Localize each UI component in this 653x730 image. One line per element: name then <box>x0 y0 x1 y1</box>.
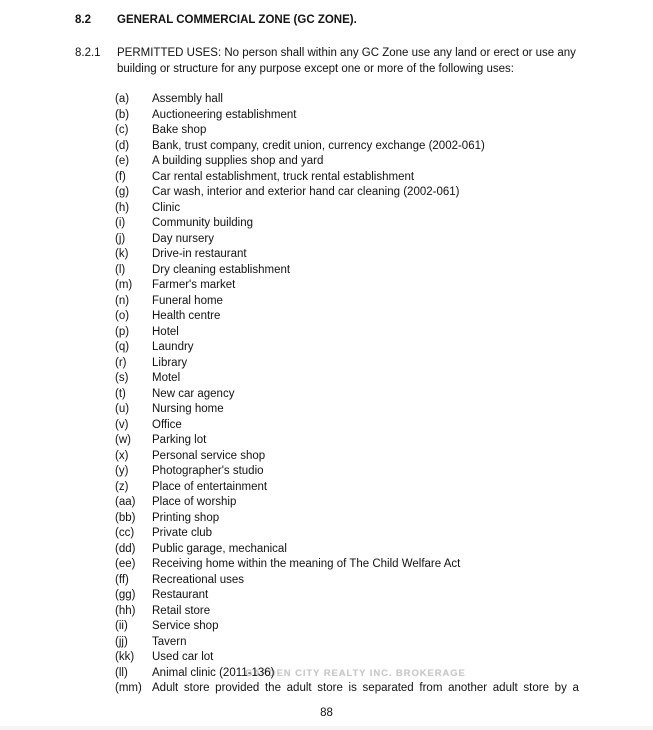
list-item <box>115 387 653 403</box>
page-bottom-edge <box>0 726 653 730</box>
list-item <box>115 356 653 372</box>
list-item-label: (aa) <box>115 496 136 508</box>
list-item <box>115 216 653 232</box>
list-item-text: Office <box>152 418 182 431</box>
list-item <box>115 418 653 434</box>
list-item <box>115 123 653 139</box>
list-item-text: Nursing home <box>152 403 224 415</box>
list-item <box>115 526 653 542</box>
list-item-label: (bb) <box>115 511 136 524</box>
list-item <box>115 294 653 310</box>
list-item-text: Service shop <box>152 620 219 632</box>
list-item-label: (cc) <box>115 527 135 539</box>
list-item-label: (ii) <box>115 620 128 632</box>
list-item <box>115 278 653 294</box>
list-item <box>115 232 653 248</box>
list-item <box>115 325 653 341</box>
list-item-text: Library <box>152 356 188 369</box>
list-item-text: Motel <box>152 372 181 384</box>
section-number: 8.2 <box>75 14 91 26</box>
list-item-text: Funeral home <box>152 294 223 307</box>
list-item-label: (kk) <box>115 651 135 663</box>
list-item-text: Drive-in restaurant <box>152 248 247 260</box>
section-heading <box>75 13 357 29</box>
list-item-label: (g) <box>115 186 130 198</box>
list-item <box>115 480 653 496</box>
list-item-text: Laundry <box>152 341 194 353</box>
list-item-text: Place of entertainment <box>152 480 268 493</box>
list-item-text: Bake shop <box>152 124 207 136</box>
list-item <box>115 588 653 604</box>
list-item <box>115 449 653 465</box>
list-item-text: Bank, trust company, credit union, currency exchange (2002-061) <box>152 139 485 152</box>
list-item-label: (q) <box>115 341 130 353</box>
list-item <box>115 402 653 418</box>
list-item-label: (v) <box>115 418 129 431</box>
list-item <box>115 154 653 170</box>
permitted-uses-list <box>115 92 653 697</box>
list-item-label: (d) <box>115 139 130 152</box>
list-item-text: Assembly hall <box>152 93 223 105</box>
list-item-text: Dry cleaning establishment <box>152 263 291 276</box>
list-item <box>115 604 653 620</box>
list-item <box>115 185 653 201</box>
list-item <box>115 433 653 449</box>
list-item-text: Personal service shop <box>152 449 266 462</box>
list-item <box>115 635 653 651</box>
list-item <box>115 340 653 356</box>
list-item-label: (z) <box>115 480 129 493</box>
list-item <box>115 139 653 155</box>
list-item-text: Auctioneering establishment <box>152 108 297 121</box>
list-item-text: Retail store <box>152 604 211 617</box>
list-item <box>115 108 653 124</box>
list-item <box>115 201 653 217</box>
list-item-label: (gg) <box>115 589 136 601</box>
subsection <box>75 46 581 77</box>
list-item-label: (k) <box>115 248 129 260</box>
list-item-text: Receiving home within the meaning of The Child Welfare Act <box>152 558 461 570</box>
list-item-label: (x) <box>115 449 129 462</box>
list-item-text: Restaurant <box>152 589 209 601</box>
list-item-label: (y) <box>115 465 129 477</box>
list-item-label: (hh) <box>115 604 136 617</box>
list-item-text: Printing shop <box>152 511 220 524</box>
list-item-text: Farmer's market <box>152 279 236 291</box>
list-item-label: (u) <box>115 403 130 415</box>
list-item-label: (ff) <box>115 573 129 586</box>
list-item-label: (j) <box>115 232 126 245</box>
list-item-text: Community building <box>152 217 253 229</box>
list-item-label: (m) <box>115 279 133 291</box>
list-item-text: Used car lot <box>152 651 214 663</box>
list-item-label: (a) <box>115 93 130 105</box>
list-item-text: New car agency <box>152 387 235 400</box>
list-item <box>115 309 653 325</box>
list-item <box>115 247 653 263</box>
list-item-text: Adult store provided the adult store is separated from another adult store by a <box>152 682 579 694</box>
list-item-text: Public garage, mechanical <box>152 542 287 555</box>
list-item-label: (c) <box>115 124 129 136</box>
list-item <box>115 573 653 589</box>
list-item-label: (dd) <box>115 542 136 555</box>
list-item-label: (e) <box>115 155 130 167</box>
list-item-label: (o) <box>115 310 130 322</box>
page-number: 88 <box>320 707 333 719</box>
list-item-label: (t) <box>115 387 126 400</box>
list-item-text: Car wash, interior and exterior hand car cleaning (2002-061) <box>152 186 460 198</box>
list-item-text: Hotel <box>152 325 179 338</box>
section-title: GENERAL COMMERCIAL ZONE (GC ZONE). <box>117 14 357 26</box>
list-item <box>115 464 653 480</box>
list-item-label: (mm) <box>115 682 142 694</box>
list-item-label: (p) <box>115 325 130 338</box>
list-item-text: Clinic <box>152 201 181 214</box>
list-item <box>115 170 653 186</box>
list-item-label: (b) <box>115 108 130 121</box>
list-item-label: (r) <box>115 356 127 369</box>
list-item-label: (l) <box>115 263 126 276</box>
list-item-label: (n) <box>115 294 130 307</box>
list-item-text: Car rental establishment, truck rental establishment <box>152 170 415 183</box>
list-item-text: Place of worship <box>152 496 237 508</box>
list-item <box>115 650 653 666</box>
list-item-text: Day nursery <box>152 232 214 245</box>
list-item <box>115 666 653 682</box>
subsection-number: 8.2.1 <box>75 47 101 59</box>
list-item-label: (ll) <box>115 666 128 679</box>
list-item <box>115 371 653 387</box>
list-item <box>115 681 653 697</box>
list-item-text: Parking lot <box>152 434 207 446</box>
list-item-label: (jj) <box>115 635 128 648</box>
list-item-label: (i) <box>115 217 126 229</box>
realty-watermark: GARDEN CITY REALTY INC. BROKERAGE <box>245 668 466 679</box>
list-item-text: Health centre <box>152 310 221 322</box>
list-item <box>115 557 653 573</box>
list-item <box>115 542 653 558</box>
list-item-text: Animal clinic (2011-136) <box>152 666 275 679</box>
list-item-text: Tavern <box>152 635 187 648</box>
list-item-label: (s) <box>115 372 129 384</box>
list-item-label: (w) <box>115 434 131 446</box>
list-item-label: (h) <box>115 201 130 214</box>
list-item-text: A building supplies shop and yard <box>152 155 324 167</box>
list-item <box>115 511 653 527</box>
list-item <box>115 263 653 279</box>
list-item-text: Photographer's studio <box>152 465 264 477</box>
list-item <box>115 619 653 635</box>
list-item-label: (f) <box>115 170 126 183</box>
list-item <box>115 92 653 108</box>
subsection-text: PERMITTED USES: No person shall within any GC Zone use any land or erect or use any building or structure for any purpose except one or more of the following uses: <box>117 47 576 75</box>
list-item <box>115 495 653 511</box>
list-item-label: (ee) <box>115 558 136 570</box>
list-item-text: Private club <box>152 527 213 539</box>
list-item-text: Recreational uses <box>152 573 245 586</box>
